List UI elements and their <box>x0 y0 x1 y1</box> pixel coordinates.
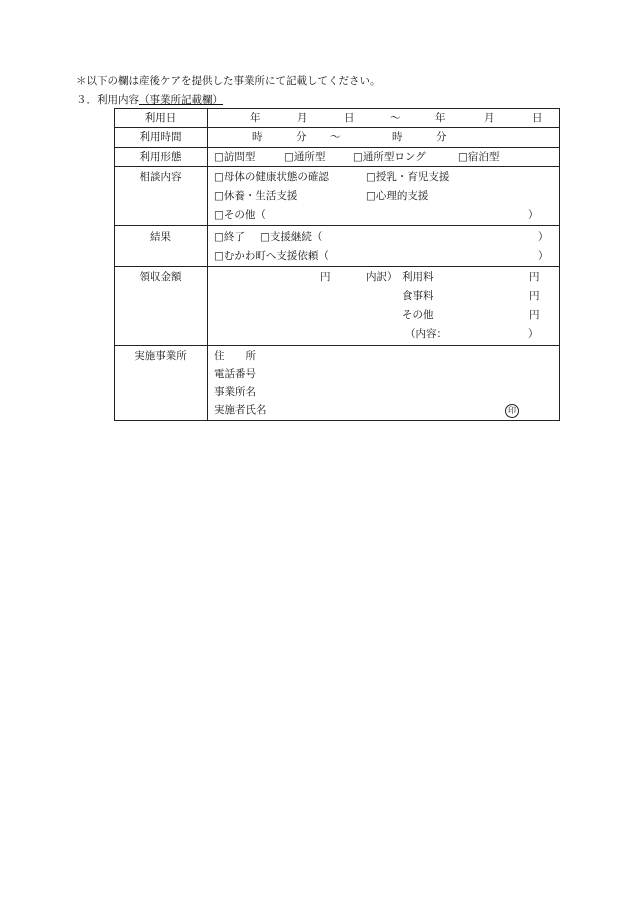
fee-total-yen[interactable]: 円 <box>320 271 331 283</box>
section-number: ３． <box>76 94 97 106</box>
instruction-note: ＊以下の欄は産後ケアを提供した事業所にて記載してください。 <box>76 75 381 87</box>
fee-meal-yen[interactable]: 円 <box>529 290 540 302</box>
fee-usage-yen[interactable]: 円 <box>529 271 540 283</box>
date-day-2[interactable]: 日 <box>532 112 543 124</box>
fee-breakdown-label: 内訳） <box>366 271 398 283</box>
form-stay-checkbox[interactable]: □宿泊型 <box>458 151 500 163</box>
form-visit-checkbox[interactable]: □訪問型 <box>214 151 256 163</box>
result-request-checkbox[interactable]: □むかわ町へ支援依頼（ <box>214 250 329 262</box>
result-continue-checkbox[interactable]: □支援継続（ <box>260 231 323 243</box>
consult-nursing-checkbox[interactable]: □授乳・育児支援 <box>366 171 450 183</box>
label-date: 利用日 <box>144 112 177 124</box>
date-month-1[interactable]: 月 <box>297 112 308 124</box>
time-minute-2[interactable]: 分 <box>436 131 447 143</box>
time-hour-1[interactable]: 時 <box>252 131 263 143</box>
date-month-2[interactable]: 月 <box>484 112 495 124</box>
fee-other-label: その他 <box>402 309 434 321</box>
section-heading <box>76 92 223 107</box>
section-subtitle: （事業所記載欄） <box>139 94 223 106</box>
fee-usage-label: 利用料 <box>402 271 434 283</box>
provider-name-label: 事業所名 <box>214 386 256 398</box>
consult-rest-checkbox[interactable]: □休養・生活支援 <box>214 190 298 202</box>
consult-psych-checkbox[interactable]: □心理的支援 <box>366 190 429 202</box>
form-daycare-long-checkbox[interactable]: □通所型ロング <box>353 151 426 163</box>
provider-address-label: 住 所 <box>214 350 256 362</box>
fee-other-yen[interactable]: 円 <box>529 309 540 321</box>
time-hour-2[interactable]: 時 <box>392 131 403 143</box>
date-year-1[interactable]: 年 <box>250 112 261 124</box>
label-form: 利用形態 <box>139 151 182 163</box>
date-tilde: ～ <box>390 112 401 124</box>
date-year-2[interactable]: 年 <box>435 112 446 124</box>
provider-staff-label: 実施者氏名 <box>214 404 267 416</box>
seal-mark <box>505 403 519 418</box>
label-fee: 領収金額 <box>139 271 182 283</box>
fee-meal-label: 食事料 <box>402 290 434 302</box>
label-provider: 実施事業所 <box>134 350 187 362</box>
section-title: 利用内容 <box>97 94 139 106</box>
seal-icon: 印 <box>505 404 519 418</box>
consult-other-checkbox[interactable]: □その他（ <box>214 209 266 221</box>
label-time: 利用時間 <box>139 131 182 143</box>
label-result: 結果 <box>150 231 171 243</box>
label-consult: 相談内容 <box>139 171 182 183</box>
time-tilde: ～ <box>330 131 341 143</box>
provider-phone-label: 電話番号 <box>214 368 256 380</box>
fee-content-close: ） <box>528 328 539 340</box>
result-continue-close: ） <box>538 231 549 243</box>
usage-table <box>114 108 560 421</box>
consult-other-close: ） <box>528 209 539 221</box>
time-minute-1[interactable]: 分 <box>296 131 307 143</box>
consult-health-checkbox[interactable]: □母体の健康状態の確認 <box>214 171 329 183</box>
form-daycare-checkbox[interactable]: □通所型 <box>284 151 326 163</box>
date-day-1[interactable]: 日 <box>344 112 355 124</box>
result-end-checkbox[interactable]: □終了 <box>214 231 245 243</box>
fee-content-label: （内容： <box>405 328 447 340</box>
result-request-close: ） <box>538 250 549 262</box>
